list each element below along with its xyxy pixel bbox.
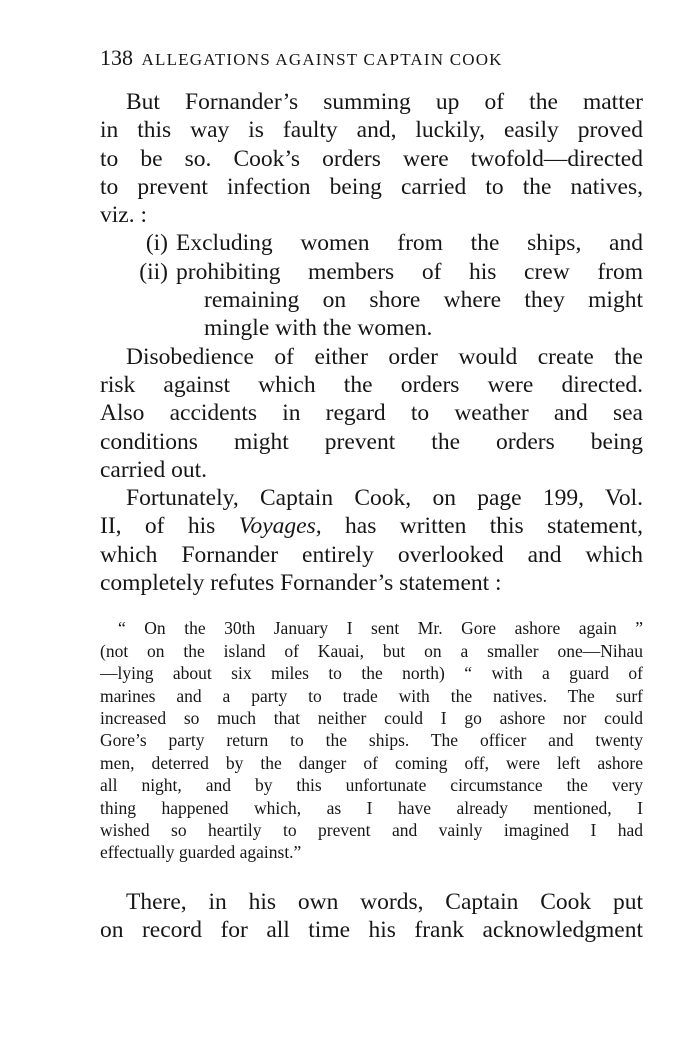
quote-line: men, deterred by the danger of coming off, were left ashore [100, 752, 643, 773]
text-line [100, 512, 643, 540]
list-item [100, 258, 643, 286]
list-item-text: Excluding women from the ships, and [176, 230, 643, 257]
text-line: completely refutes Fornander’s statement : [100, 570, 502, 597]
book-page [100, 40, 643, 944]
text-line: There, in his own words, Captain Cook put [126, 888, 643, 915]
text-line: Disobedience of either order would create the [126, 343, 643, 370]
page-body [100, 88, 643, 597]
text-line: risk against which the orders were directed. [100, 371, 643, 398]
text-line: Also accidents in regard to weather and sea [100, 400, 643, 427]
paragraph-2 [100, 343, 643, 484]
quote-line: effectually guarded against.” [100, 842, 302, 863]
quote-line: (not on the island of Kauai, but on a smaller one—Nihau [100, 640, 643, 661]
list-marker: (i) [145, 230, 168, 257]
text-line: to prevent infection being carried to the natives, [100, 173, 643, 200]
quote-line: marines and a party to trade with the natives. The surf [100, 685, 643, 706]
text-line: which Fornander entirely overlooked and which [100, 541, 643, 568]
paragraph-3 [100, 484, 643, 597]
list-item-continuation: remaining on shore where they might [204, 287, 643, 314]
quote-line: —lying about six miles to the north) “ with a guard of [100, 663, 643, 684]
quote-line: increased so much that neither could I go ashore nor could [100, 707, 643, 728]
quote-line: wished so heartily to prevent and vainly imagined I had [100, 820, 643, 840]
text-fragment: has written this statement, [321, 513, 643, 540]
quote-line: thing happened which, as I have already mentioned, I [100, 797, 643, 818]
quote-line: all night, and by this unfortunate circumstance the very [100, 775, 643, 796]
orders-list [100, 229, 643, 342]
paragraph-4 [100, 888, 643, 945]
text-fragment: II, of his [100, 513, 239, 540]
list-item [100, 229, 643, 257]
text-line: Fortunately, Captain Cook, on page 199, Vol. [126, 485, 643, 512]
text-line: carried out. [100, 456, 208, 483]
running-header [100, 40, 643, 76]
book-title-italic: Voyages, [238, 513, 322, 540]
text-line: viz. : [100, 202, 147, 229]
quote-line: “ On the 30th January I sent Mr. Gore ashore again ” [118, 618, 643, 639]
paragraph-1 [100, 88, 643, 229]
text-line: in this way is faulty and, luckily, easily proved [100, 117, 643, 144]
running-title: ALLEGATIONS AGAINST CAPTAIN COOK [141, 50, 503, 69]
text-line: on record for all time his frank acknowledgment [100, 917, 643, 944]
text-line: to be so. Cook’s orders were twofold—directed [100, 145, 643, 172]
block-quote [100, 617, 643, 863]
page-number: 138 [100, 45, 133, 70]
list-marker: (ii) [139, 258, 168, 285]
list-item-text: prohibiting members of his crew from [176, 258, 643, 285]
list-item-continuation: mingle with the women. [204, 315, 433, 342]
text-line: conditions might prevent the orders being [100, 428, 643, 455]
quote-line: Gore’s party return to the ships. The officer and twenty [100, 730, 643, 751]
text-line: But Fornander’s summing up of the matter [126, 89, 643, 115]
